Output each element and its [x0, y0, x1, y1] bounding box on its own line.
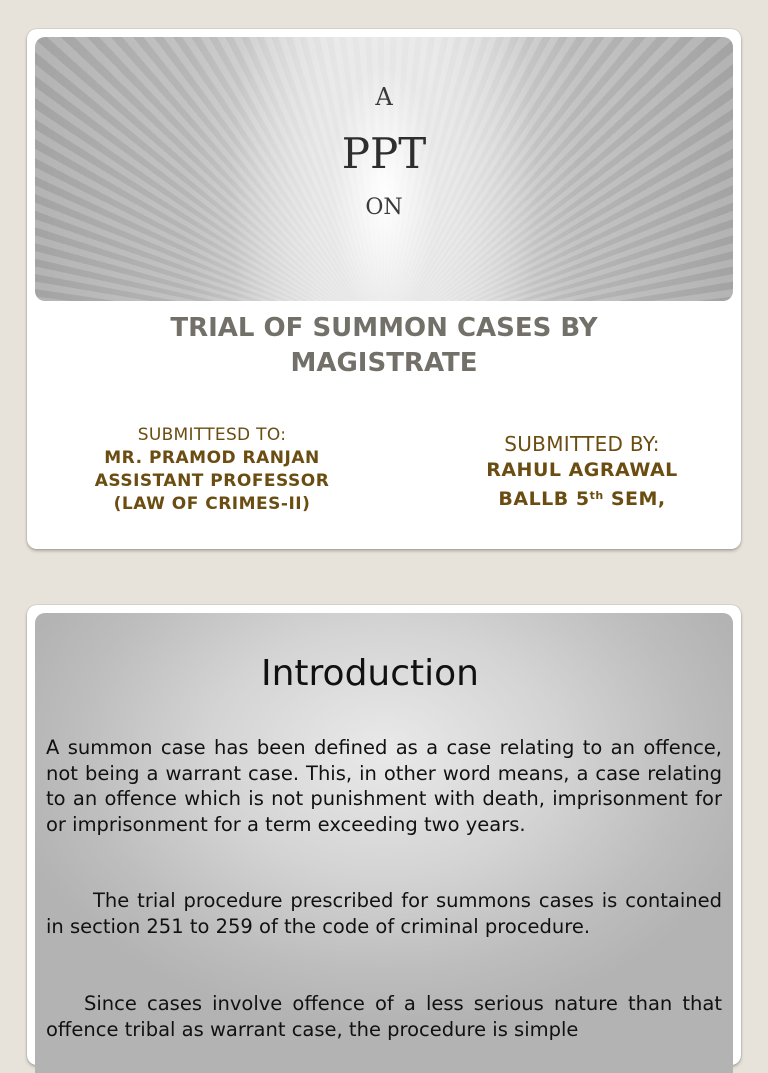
- title-banner: [35, 37, 733, 301]
- submitted-by-name: RAHUL AGRAWAL: [486, 459, 678, 481]
- submitted-by-heading: SUBMITTED BY:: [504, 432, 660, 456]
- intro-paragraph-1: A summon case has been defined as a case relating to an offence, not being a warrant case. This, in other word means, a case relating to an offence which is not punishment with death, imprisonment for or imprisonment for a term exceeding two years.: [46, 736, 722, 836]
- submitted-by-course: [447, 483, 717, 512]
- title-line-2: MAGISTRATE: [290, 348, 478, 378]
- course-suffix: SEM,: [603, 488, 666, 510]
- intro-paragraph-2: The trial procedure prescribed for summons cases is contained in section 251 to 259 of the code of criminal procedure.: [46, 889, 722, 938]
- introduction-heading: Introduction: [260, 653, 479, 694]
- course-superscript: th: [589, 489, 604, 502]
- submitted-to-block: [67, 424, 357, 516]
- introduction-slide: [27, 605, 741, 1065]
- submitted-to-subject: (LAW OF CRIMES-II): [113, 494, 311, 514]
- submitted-to-heading: SUBMITTESD TO:: [137, 425, 287, 445]
- title-slide: [27, 29, 741, 549]
- submitted-to-designation: ASSISTANT PROFESSOR: [94, 471, 330, 491]
- title-line-1: TRIAL OF SUMMON CASES BY: [170, 313, 598, 343]
- banner-article: A: [375, 83, 393, 111]
- introduction-panel: [35, 613, 733, 1073]
- submitted-to-name: MR. PRAMOD RANJAN: [104, 448, 320, 468]
- submitted-by-block: [447, 431, 717, 512]
- banner-on: ON: [365, 195, 403, 220]
- intro-paragraph-3: Since cases involve offence of a less serious nature than that offence tribal as warrant case, the procedure is simple: [46, 992, 722, 1041]
- course-prefix: BALLB 5: [498, 488, 590, 510]
- presentation-title: [87, 311, 681, 381]
- banner-ppt: PPT: [341, 129, 427, 178]
